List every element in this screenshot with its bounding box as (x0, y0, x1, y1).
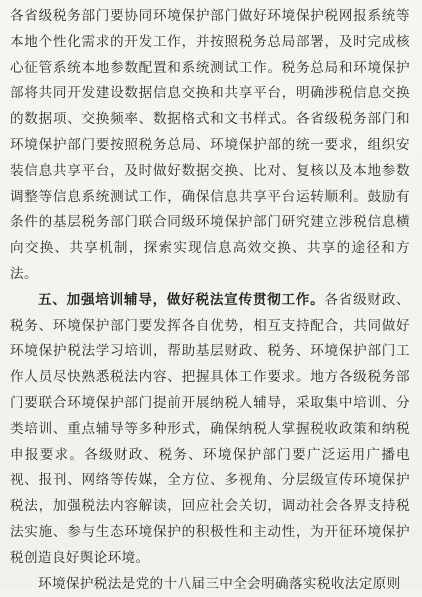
body-paragraph-last: 环境保护税法是党的十八届三中全会明确落实税收法定原则 (38, 575, 401, 592)
section-5-body: 各省级财政、税务、环境保护部门要发挥各自优势，相互支持配合，共同做好环境保护税法学习培训，帮助基层财政、税务、环境保护部门工作人员尽快熟悉税法内容、把握具体工作要求。地方各级税务部门要联合环境保护部门提前开展纳税人辅导，采取集中培训、分类培训、重点辅导等多种形式，确保纳税人掌握税收政策和纳税申报要求。各级财政、税务、环境保护部门要广泛运用广播电视、报刊、网络等传媒，全方位、多视角、分层级宣传环境保护税法，加强税法内容解读，回应社会关切，调动社会各界支持税法实施、参与生态环境保护的积极性和主动性，为开征环境保护税创造良好舆论环境。 (10, 291, 410, 566)
section-5-paragraph (10, 288, 410, 572)
body-paragraph-1: 各省级税务部门要协同环境保护部门做好环境保护税网报系统等本地个性化需求的开发工作，并按照税务总局部署，及时完成核心征管系统本地参数配置和系统测试工作。税务总局和环境保护部将共同开发建设数据信息交换和共享平台，明确涉税信息交换的数据项、交换频率、数据格式和文书样式。各省级税务部门和环境保护部门要按照税务总局、环境保护部的统一要求，组织安装信息共享平台，及时做好数据交换、比对、复核以及本地参数调整等信息系统测试工作，确保信息共享平台运转顺利。鼓励有条件的基层税务部门联合同级环境保护部门研究建立涉税信息横向交换、共享机制，探索实现信息高效交换、共享的途径和方法。 (10, 8, 410, 282)
section-5-heading: 五、加强培训辅导，做好税法宣传贯彻工作。 (38, 291, 325, 308)
